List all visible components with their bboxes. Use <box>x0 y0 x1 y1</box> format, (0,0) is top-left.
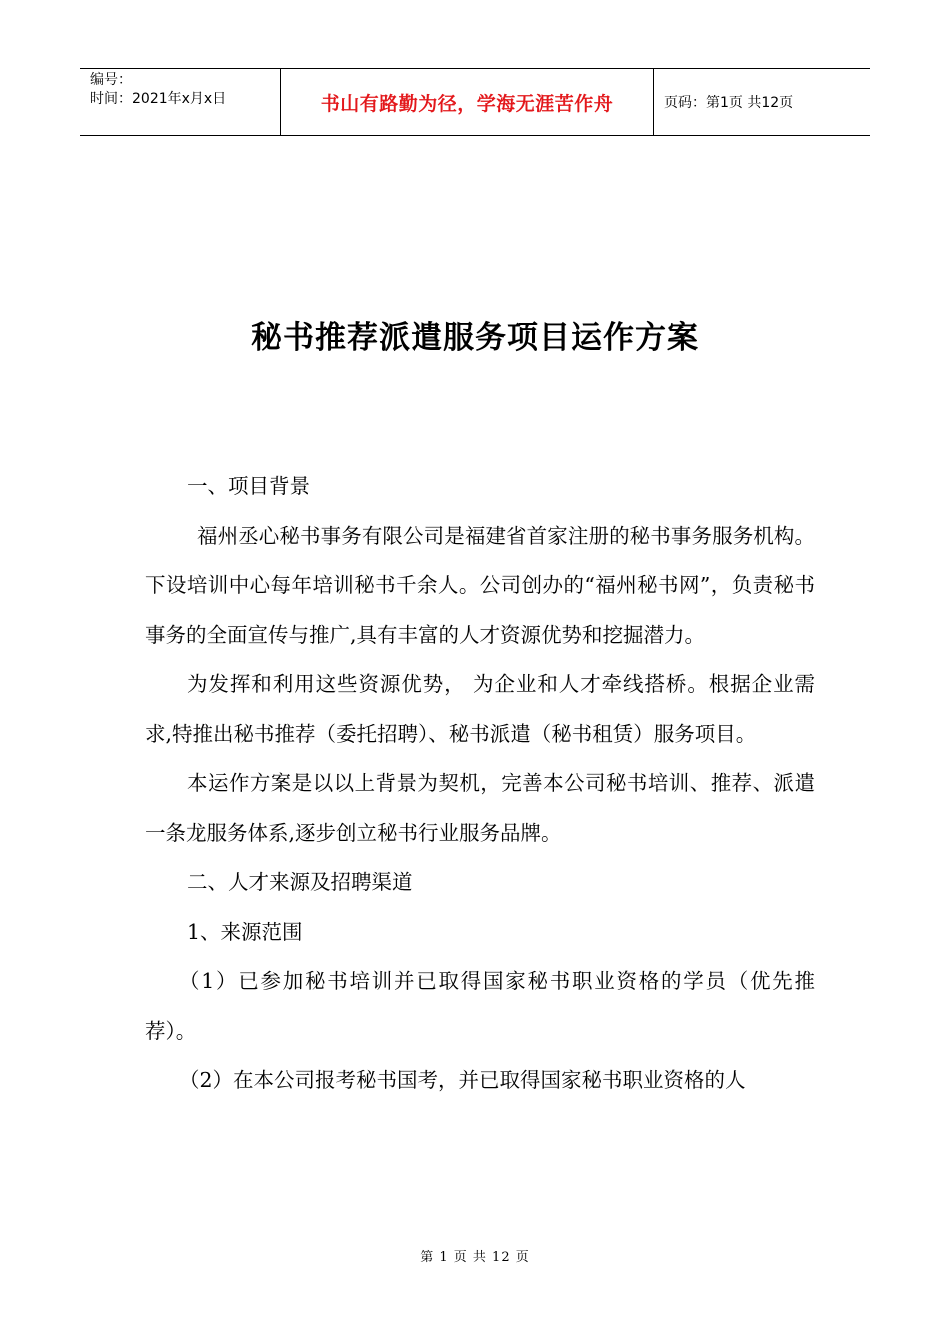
section-heading-talent-source: 二、人才来源及招聘渠道 <box>187 870 413 894</box>
header-page-cell <box>654 69 870 135</box>
list-item-source-1: （1）已参加秘书培训并已取得国家秘书职业资格的学员（优先推荐）。 <box>145 969 815 1043</box>
document-body <box>145 462 815 1106</box>
section-heading-background: 一、项目背景 <box>187 474 310 498</box>
header-meta-cell <box>80 69 281 135</box>
header-motto-cell <box>281 69 654 135</box>
paragraph-company-intro: 福州丞心秘书事务有限公司是福建省首家注册的秘书事务服务机构。下设培训中心每年培训秘书千余人。公司创办的“福州秘书网”，负责秘书事务的全面宣传与推广,具有丰富的人才资源优势和挖掘潜力。 <box>145 523 815 647</box>
page-header <box>80 68 870 136</box>
list-item-source-2: （2）在本公司报考秘书国考，并已取得国家秘书职业资格的人 <box>179 1068 746 1092</box>
header-page-info: 页码：第1页 共12页 <box>664 95 794 111</box>
subsection-heading-source-scope: 1、来源范围 <box>187 919 303 944</box>
paragraph-service-purpose: 为发挥和利用这些资源优势， 为企业和人才牵线搭桥。根据企业需求,特推出秘书推荐（委托招聘）、秘书派遣（秘书租赁）服务项目。 <box>145 672 815 746</box>
document-number-label: 编号： <box>90 72 132 88</box>
page-footer: 第 1 页 共 12 页 <box>420 1250 530 1265</box>
header-motto: 书山有路勤为径，学海无涯苦作舟 <box>320 92 614 115</box>
paragraph-plan-goal: 本运作方案是以以上背景为契机，完善本公司秘书培训、推荐、派遣一条龙服务体系,逐步创立秘书行业服务品牌。 <box>145 771 815 845</box>
document-date-label: 时间：2021年x月x日 <box>90 91 227 107</box>
document-title: 秘书推荐派遣服务项目运作方案 <box>251 320 699 356</box>
